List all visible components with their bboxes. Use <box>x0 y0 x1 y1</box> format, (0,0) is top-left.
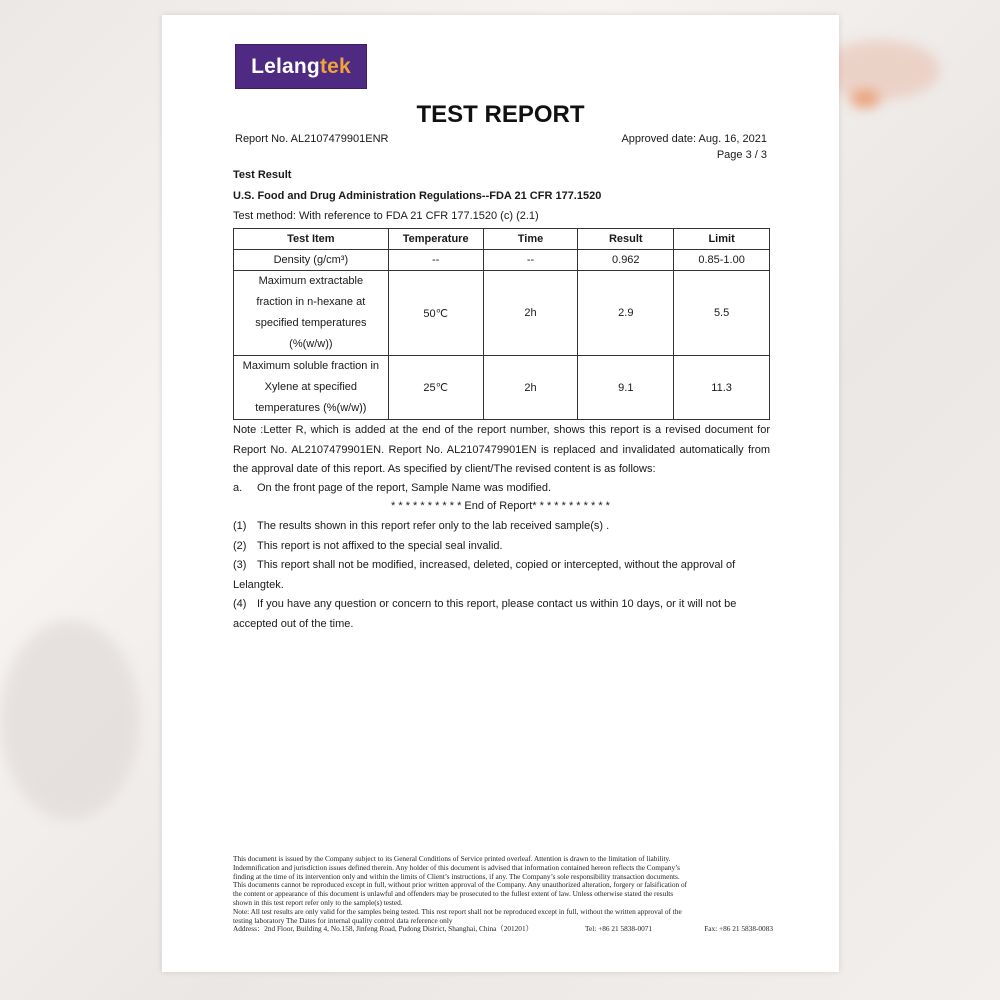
footer-line: the content or appearance of this document is unlawful and offenders may be prosecuted to the fullest extent of law. Unless otherwise stated the results <box>233 890 674 899</box>
footer-address: Address：2nd Floor, Building 4, No.158, Jinfeng Road, Pudong District, Shanghai, China（201201） <box>233 924 533 934</box>
revision-item-text: On the front page of the report, Sample Name was modified. <box>257 482 552 494</box>
condition-item <box>233 537 770 557</box>
condition-text: If you have any question or concern to this report, please contact us within 10 days, or it will not be <box>257 598 737 610</box>
condition-number: (4) <box>233 598 247 610</box>
column-header: Test Item <box>234 229 389 250</box>
condition-number: (2) <box>233 540 247 552</box>
table-row <box>234 271 770 356</box>
column-header: Limit <box>674 229 770 250</box>
test-item-line: (%(w/w)) <box>289 338 333 350</box>
footer-line: testing laboratory The Dates for internal quality control data reference only <box>233 916 453 925</box>
test-item-cell: Density (g/cm³) <box>234 250 389 271</box>
logo-text-main: Lelang <box>251 54 320 78</box>
condition-text: The results shown in this report refer only to the lab received sample(s) . <box>257 520 610 532</box>
limit-cell: 5.5 <box>674 271 770 356</box>
temperature-cell: 25℃ <box>388 356 483 420</box>
test-item-line: Maximum extractable <box>258 275 364 287</box>
revision-item-label: a. <box>233 482 243 494</box>
footer-address-row <box>233 925 773 934</box>
result-cell: 0.962 <box>578 250 674 271</box>
report-page <box>162 15 839 972</box>
end-of-report: * * * * * * * * * * End of Report* * * * * * * * * * * <box>391 500 610 512</box>
condition-item <box>233 595 770 634</box>
limit-cell: 11.3 <box>674 356 770 420</box>
results-table <box>233 228 770 420</box>
column-header: Time <box>483 229 578 250</box>
temperature-cell: 50℃ <box>388 271 483 356</box>
time-cell: 2h <box>483 271 578 356</box>
result-cell: 9.1 <box>578 356 674 420</box>
table-row <box>234 356 770 420</box>
page-title: TEST REPORT <box>416 101 585 128</box>
revision-note: Note :Letter R, which is added at the end of the report number, shows this report is a revised document for Report No. AL2107479901EN. Report No. AL2107479901EN is replaced and invalidated automatically from the approval date of this report. As specified by client/The revised content is as follows: <box>233 424 770 475</box>
footer-line: This document is issued by the Company subject to its General Conditions of Service printed overleaf. Attention is drawn to the limitation of liability. <box>233 855 671 863</box>
column-header: Temperature <box>388 229 483 250</box>
footer-fax: Fax: +86 21 5838-0083 <box>704 924 773 934</box>
condition-number: (3) <box>233 559 247 571</box>
footer-line: Indemnification and jurisdiction issues defined therein. Any holder of this document is advised that information contained hereon reflects the Company’s <box>233 863 681 872</box>
footer-line: finding at the time of its intervention only and within the limits of Client’s instructions, if any. The Company’s sole responsibility transaction documents. <box>233 872 680 881</box>
test-item-line: Maximum soluble fraction in <box>242 360 380 372</box>
background-blur <box>0 620 140 820</box>
table-header-row <box>234 229 770 250</box>
time-cell: -- <box>483 250 578 271</box>
footer-line: This documents cannot be reproduced except in full, without prior written approval of the Company. Any unauthorized alteration, forgery or falsification of <box>233 881 688 890</box>
time-cell: 2h <box>483 356 578 420</box>
result-cell: 2.9 <box>578 271 674 356</box>
test-item-line: temperatures (%(w/w)) <box>255 402 367 414</box>
table-row <box>234 250 770 271</box>
report-number: Report No. AL2107479901ENR <box>235 133 389 145</box>
test-item-cell <box>234 356 389 420</box>
regulation-title: U.S. Food and Drug Administration Regulations--FDA 21 CFR 177.1520 <box>233 190 602 202</box>
condition-item <box>233 556 770 595</box>
footer-line: Note: All test results are only valid for the samples being tested. This rest report shall not be reproduced except in full, without the written approval of the <box>233 907 682 916</box>
logo-text-accent: tek <box>319 54 351 78</box>
condition-text: This report shall not be modified, increased, deleted, copied or intercepted, without the approval of <box>257 559 736 571</box>
legal-footer <box>233 855 773 934</box>
revision-item <box>233 479 770 499</box>
footer-line: shown in this test report refer only to the sample(s) tested. <box>233 898 403 907</box>
condition-text-cont: accepted out of the time. <box>233 617 354 630</box>
temperature-cell: -- <box>388 250 483 271</box>
test-item-line: Xylene at specified <box>264 381 358 393</box>
column-header: Result <box>578 229 674 250</box>
condition-number: (1) <box>233 520 247 532</box>
test-item-cell <box>234 271 389 356</box>
condition-item <box>233 517 770 537</box>
footer-tel: Tel: +86 21 5838-0071 <box>585 924 653 934</box>
test-item-line: specified temperatures <box>255 317 367 329</box>
background-blur <box>850 90 880 108</box>
page-number: Page 3 / 3 <box>716 149 767 161</box>
limit-cell: 0.85-1.00 <box>674 250 770 271</box>
approved-date: Approved date: Aug. 16, 2021 <box>621 133 767 145</box>
section-heading: Test Result <box>233 169 292 181</box>
test-method: Test method: With reference to FDA 21 CFR 177.1520 (c) (2.1) <box>233 210 539 222</box>
condition-text-cont: Lelangtek. <box>233 578 284 591</box>
test-item-line: fraction in n-hexane at <box>256 296 366 308</box>
company-logo <box>235 44 367 89</box>
condition-text: This report is not affixed to the special seal invalid. <box>257 540 503 552</box>
